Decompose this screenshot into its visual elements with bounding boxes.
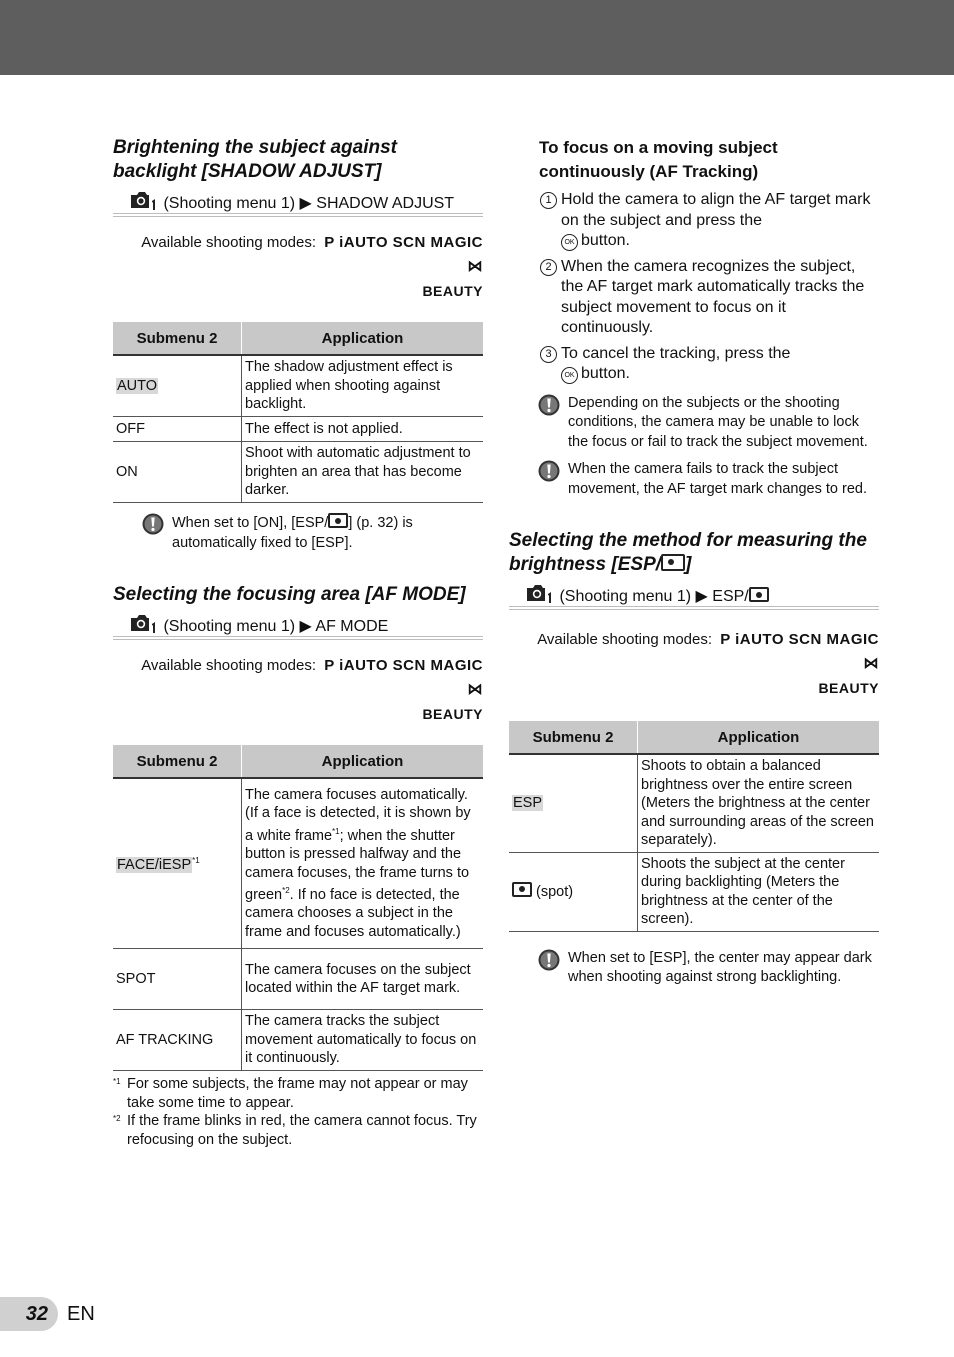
menu-path-text: (Shooting menu 1) ▶ ESP/ <box>559 588 749 605</box>
esp-title: Selecting the method for measuring the brightness [ESP/ ] <box>509 530 867 575</box>
language-label: EN <box>67 1303 95 1325</box>
option-description: Shoots the subject at the center during backlighting (Meters the brightness at the center of the screen). <box>638 852 880 931</box>
shadow-adjust-menu-path <box>113 190 483 217</box>
top-header-bar <box>0 0 954 75</box>
table-header-application: Application <box>638 721 880 754</box>
spot-metering-icon <box>661 554 685 571</box>
step-number: 2 <box>540 259 557 276</box>
option-description: The camera focuses automatically. (If a face is detected, it is shown by a white frame$^{*1}$; when the shutter button is pressed halfway and the camera focuses, the frame turns to green$^{*2}$. If no face is detected, the camera chooses a subject in the frame and focuses automatically.) <box>242 778 484 949</box>
option-description: Shoots to obtain a balanced brightness over the entire screen (Meters the brightness at the center and surrounding areas of the screen separately). <box>638 754 880 852</box>
table-row <box>113 949 483 1010</box>
option-spot: SPOT <box>113 949 242 1010</box>
menu-path-text: (Shooting menu 1) ▶ SHADOW ADJUST <box>163 195 455 212</box>
af-available-modes <box>113 654 483 727</box>
esp-menu-path <box>509 583 879 610</box>
camera-icon <box>525 583 555 603</box>
shooting-mode-icons: P iAUTO SCN MAGIC ⋈ <box>324 657 483 698</box>
page-footer <box>0 1297 954 1331</box>
right-column <box>509 136 879 988</box>
esp-table <box>509 721 879 932</box>
shooting-mode-icons: P iAUTO SCN MAGIC ⋈ <box>720 631 879 672</box>
shadow-adjust-table <box>113 322 483 503</box>
ok-button-icon: OK <box>561 367 578 384</box>
step-number: 3 <box>540 346 557 363</box>
af-mode-title: Selecting the focusing area [AF MODE] <box>113 584 466 605</box>
option-description: The camera tracks the subject movement automatically to focus on it continuously. <box>242 1010 484 1071</box>
spot-metering-icon <box>749 587 769 602</box>
shadow-note: When set to [ON], [ESP/ ] (p. 32) is automatically fixed to [ESP]. <box>113 513 483 553</box>
option-face-iesp: FACE/iESP <box>117 857 192 874</box>
beauty-mode-icon: BEAUTY <box>818 680 879 696</box>
option-on: ON <box>113 442 242 503</box>
option-esp: ESP <box>513 795 543 811</box>
option-auto: AUTO <box>117 377 158 394</box>
caution-icon <box>538 949 560 971</box>
af-mode-menu-path <box>113 613 483 640</box>
spot-metering-icon <box>328 513 348 528</box>
table-row: FACE/iESP$^{*1}$ The camera focuses automatically. (If a face is detected, it is shown by a white frame$^{*1}$; when the shutter button is pressed halfway and the camera focuses, the frame turns to green$^{*2}$. If no face is detected, the camera chooses a subject in the frame and focuses automatically.) <box>113 778 483 949</box>
step-1: 1 Hold the camera to align the AF target mark on the subject and press the OK button. <box>509 190 879 252</box>
table-header-application: Application <box>242 322 484 355</box>
af-tracking-title: To focus on a moving subject continuously (AF Tracking) <box>539 138 778 181</box>
caution-icon <box>142 513 164 535</box>
table-row <box>113 1010 483 1071</box>
shadow-available-modes <box>113 231 483 304</box>
table-header-submenu: Submenu 2 <box>113 322 242 355</box>
page-number: 32 <box>0 1297 58 1331</box>
option-description: The shadow adjustment effect is applied when shooting against backlight. <box>242 355 484 417</box>
table-row <box>113 417 483 442</box>
ok-button-icon: OK <box>561 234 578 251</box>
caution-icon <box>538 394 560 416</box>
left-column <box>113 136 483 1149</box>
step-3: 3 To cancel the tracking, press the OK button. <box>509 344 879 385</box>
option-off: OFF <box>113 417 242 442</box>
af-footnotes <box>113 1075 483 1149</box>
table-header-submenu: Submenu 2 <box>509 721 638 754</box>
beauty-mode-icon: BEAUTY <box>422 283 483 299</box>
option-description: The camera focuses on the subject located within the AF target mark. <box>242 949 484 1010</box>
esp-note: When set to [ESP], the center may appear dark when shooting against strong backlighting. <box>509 949 879 988</box>
option-description: The effect is not applied. <box>242 417 484 442</box>
tracking-note-2: When the camera fails to track the subject movement, the AF target mark changes to red. <box>509 460 879 499</box>
camera-icon <box>129 613 159 633</box>
af-mode-table <box>113 745 483 1071</box>
esp-available-modes <box>509 628 879 701</box>
beauty-mode-icon: BEAUTY <box>422 706 483 722</box>
modes-label: Available shooting modes: <box>537 631 713 648</box>
footnote-1: *1 For some subjects, the frame may not appear or may take some time to appear. <box>113 1076 468 1111</box>
shooting-mode-icons: P iAUTO SCN MAGIC ⋈ <box>324 234 483 275</box>
modes-label: Available shooting modes: <box>141 657 317 674</box>
table-row <box>509 754 879 852</box>
shadow-adjust-title: Brightening the subject against backlight [SHADOW ADJUST] <box>113 137 397 182</box>
step-2: 2 When the camera recognizes the subject, the AF target mark automatically tracks the subject movement to focus on it continuously. <box>509 257 879 339</box>
table-header-submenu: Submenu 2 <box>113 745 242 778</box>
option-af-tracking: AF TRACKING <box>113 1010 242 1071</box>
step-number: 1 <box>540 192 557 209</box>
spot-metering-icon <box>512 882 532 897</box>
table-row <box>113 355 483 417</box>
modes-label: Available shooting modes: <box>141 234 317 251</box>
tracking-note-1: Depending on the subjects or the shooting conditions, the camera may be unable to lock the focus or fail to track the subject movement. <box>509 394 879 453</box>
option-description: Shoot with automatic adjustment to brighten an area that has become darker. <box>242 442 484 503</box>
menu-path-text: (Shooting menu 1) ▶ AF MODE <box>163 618 389 635</box>
table-row <box>113 442 483 503</box>
footnote-2: *2 If the frame blinks in red, the camera cannot focus. Try refocusing on the subject. <box>113 1113 477 1148</box>
option-spot: (spot) <box>509 852 638 931</box>
caution-icon <box>538 460 560 482</box>
camera-icon <box>129 190 159 210</box>
table-row <box>509 852 879 931</box>
table-header-application: Application <box>242 745 484 778</box>
